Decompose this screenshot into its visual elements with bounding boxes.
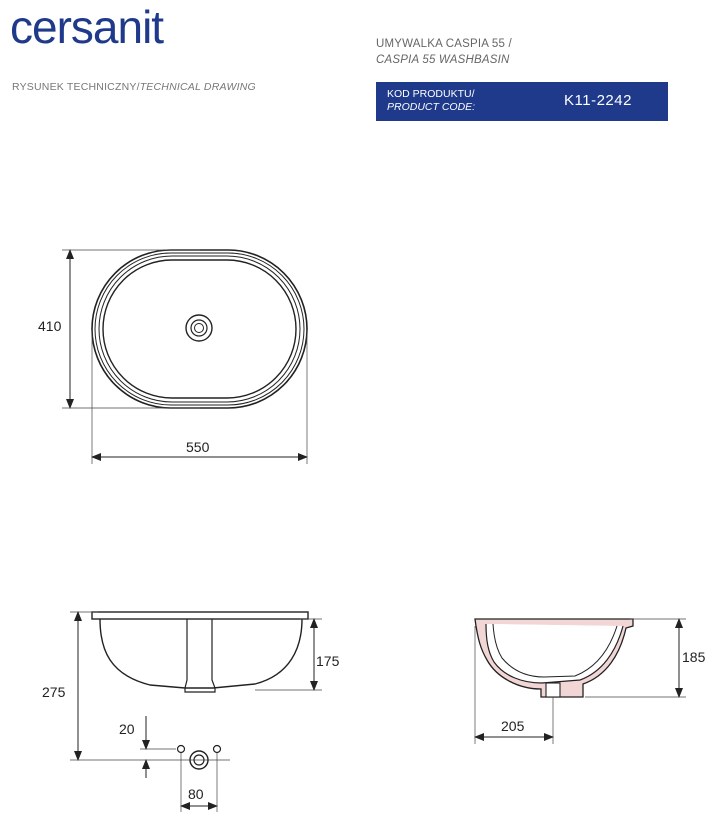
front-bowl <box>100 619 302 688</box>
drain-hole-inner <box>191 320 207 336</box>
dim-width-label: 550 <box>186 439 210 455</box>
side-section-view <box>475 619 706 744</box>
front-drain-pipe <box>185 619 215 692</box>
drain-hole-core <box>195 324 204 333</box>
tap-hole-left <box>178 746 185 753</box>
dim-275-label: 275 <box>42 684 66 700</box>
basin-rim-line-3 <box>99 256 300 402</box>
front-view <box>42 612 340 812</box>
front-rim <box>92 612 308 619</box>
basin-inner-bowl <box>103 260 296 398</box>
dim-205-label: 205 <box>501 718 525 734</box>
dim-20-label: 20 <box>119 721 135 737</box>
dim-175-label: 175 <box>316 653 340 669</box>
product-code-label-pl: KOD PRODUKTU/ <box>387 88 475 100</box>
section-drain <box>546 683 560 697</box>
drain-hole-outer <box>186 315 212 341</box>
dim-80-label: 80 <box>188 786 204 802</box>
product-name-en: CASPIA 55 WASHBASIN <box>376 54 510 66</box>
top-view <box>38 250 307 464</box>
product-name-pl: UMYWALKA CASPIA 55 / <box>376 38 512 50</box>
subtitle-en: TECHNICAL DRAWING <box>139 81 256 93</box>
cersanit-logo: cersanit <box>10 1 164 53</box>
basin-rim-line-2 <box>95 253 304 405</box>
tap-hole-right <box>214 746 221 753</box>
subtitle-pl: RYSUNEK TECHNICZNY/ <box>12 81 140 93</box>
product-code-label-en: PRODUCT CODE: <box>387 101 476 113</box>
dim-185-label: 185 <box>682 649 706 665</box>
dim-depth-label: 410 <box>38 318 62 334</box>
product-code-value: K11-2242 <box>564 92 632 109</box>
